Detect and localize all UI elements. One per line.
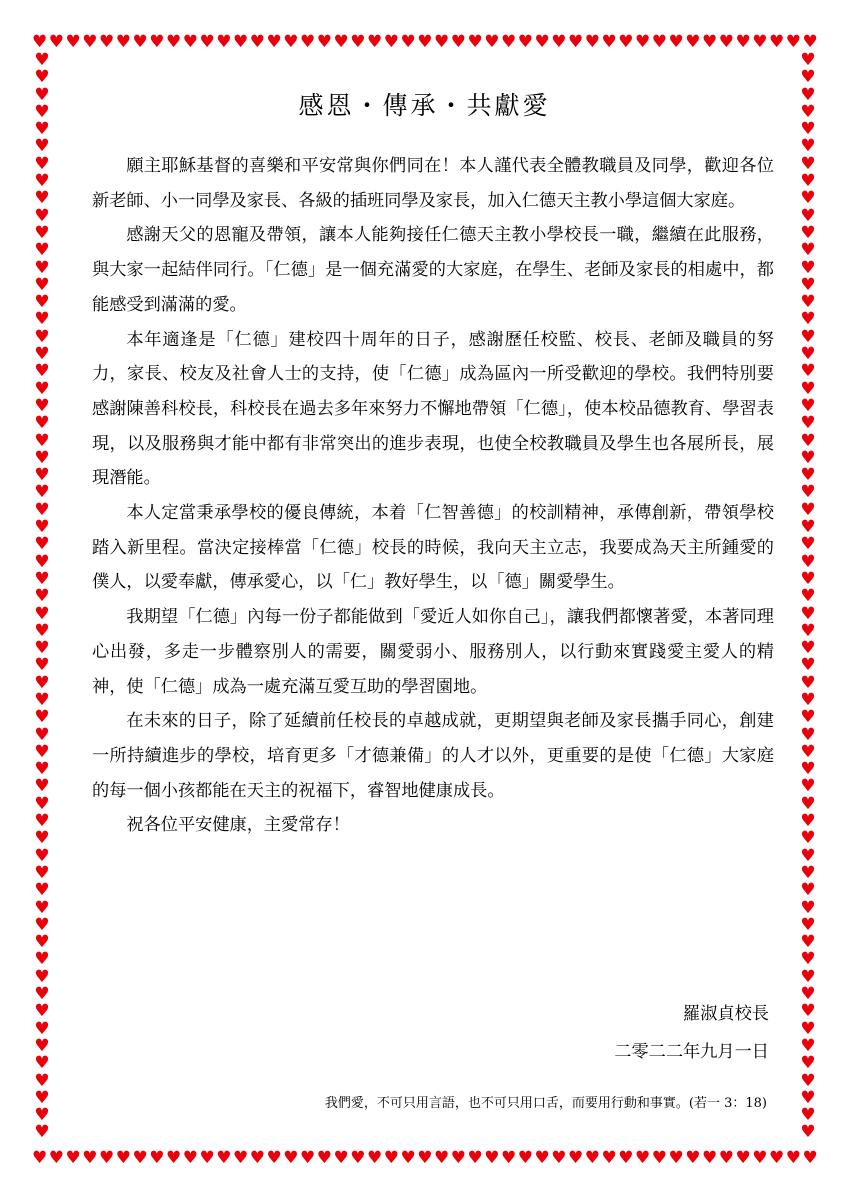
heart-icon: ♥ bbox=[800, 395, 816, 416]
heart-icon: ♥ bbox=[199, 1148, 215, 1168]
heart-icon: ♥ bbox=[132, 32, 148, 52]
heart-icon: ♥ bbox=[149, 32, 165, 52]
heart-icon: ♥ bbox=[800, 741, 816, 762]
heart-icon: ♥ bbox=[668, 32, 684, 52]
heart-icon: ♥ bbox=[800, 793, 816, 814]
heart-icon: ♥ bbox=[48, 32, 64, 52]
heart-icon: ♥ bbox=[34, 966, 50, 987]
heart-icon: ♥ bbox=[34, 240, 50, 261]
heart-icon: ♥ bbox=[800, 1105, 816, 1126]
heart-icon: ♥ bbox=[800, 620, 816, 641]
heart-icon: ♥ bbox=[34, 776, 50, 797]
heart-icon: ♥ bbox=[800, 119, 816, 140]
heart-icon: ♥ bbox=[584, 1148, 600, 1168]
heart-icon: ♥ bbox=[333, 32, 349, 52]
heart-icon: ♥ bbox=[501, 1148, 517, 1168]
heart-icon: ♥ bbox=[800, 551, 816, 572]
heart-icon: ♥ bbox=[800, 1122, 816, 1143]
heart-icon: ♥ bbox=[34, 1001, 50, 1022]
heart-icon: ♥ bbox=[34, 862, 50, 883]
heart-icon: ♥ bbox=[668, 1148, 684, 1168]
heart-icon: ♥ bbox=[769, 1148, 785, 1168]
heart-icon: ♥ bbox=[800, 638, 816, 659]
heart-icon: ♥ bbox=[34, 724, 50, 745]
heart-icon: ♥ bbox=[735, 32, 751, 52]
heart-icon: ♥ bbox=[800, 897, 816, 918]
heart-icon: ♥ bbox=[800, 759, 816, 780]
heart-icon: ♥ bbox=[800, 689, 816, 710]
heart-icon: ♥ bbox=[132, 1148, 148, 1168]
heart-icon: ♥ bbox=[34, 897, 50, 918]
heart-icon: ♥ bbox=[417, 32, 433, 52]
heart-icon: ♥ bbox=[34, 482, 50, 503]
heart-icon: ♥ bbox=[800, 205, 816, 226]
heart-icon: ♥ bbox=[34, 274, 50, 295]
heart-icon: ♥ bbox=[34, 551, 50, 572]
heart-icon: ♥ bbox=[802, 32, 818, 52]
heart-icon: ♥ bbox=[800, 361, 816, 382]
heart-icon: ♥ bbox=[182, 32, 198, 52]
heart-icon: ♥ bbox=[800, 344, 816, 365]
heart-icon: ♥ bbox=[34, 672, 50, 693]
heart-border-top bbox=[32, 32, 818, 52]
heart-icon: ♥ bbox=[635, 32, 651, 52]
heart-icon: ♥ bbox=[34, 603, 50, 624]
heart-icon: ♥ bbox=[233, 32, 249, 52]
heart-icon: ♥ bbox=[467, 1148, 483, 1168]
heart-icon: ♥ bbox=[800, 1070, 816, 1091]
heart-icon: ♥ bbox=[34, 1070, 50, 1091]
heart-icon: ♥ bbox=[800, 984, 816, 1005]
heart-icon: ♥ bbox=[34, 499, 50, 520]
heart-icon: ♥ bbox=[551, 1148, 567, 1168]
heart-icon: ♥ bbox=[800, 188, 816, 209]
heart-icon: ♥ bbox=[769, 32, 785, 52]
heart-icon: ♥ bbox=[65, 1148, 81, 1168]
heart-icon: ♥ bbox=[450, 1148, 466, 1168]
heart-icon: ♥ bbox=[249, 32, 265, 52]
heart-icon: ♥ bbox=[266, 32, 282, 52]
heart-icon: ♥ bbox=[34, 741, 50, 762]
heart-icon: ♥ bbox=[534, 1148, 550, 1168]
heart-icon: ♥ bbox=[800, 1035, 816, 1056]
heart-icon: ♥ bbox=[34, 222, 50, 243]
heart-icon: ♥ bbox=[800, 465, 816, 486]
heart-icon: ♥ bbox=[800, 568, 816, 589]
heart-icon: ♥ bbox=[34, 465, 50, 486]
heart-icon: ♥ bbox=[800, 292, 816, 313]
heart-icon: ♥ bbox=[618, 32, 634, 52]
heart-icon: ♥ bbox=[34, 586, 50, 607]
heart-icon: ♥ bbox=[484, 32, 500, 52]
heart-icon: ♥ bbox=[350, 1148, 366, 1168]
heart-icon: ♥ bbox=[568, 1148, 584, 1168]
heart-icon: ♥ bbox=[800, 845, 816, 866]
heart-icon: ♥ bbox=[149, 1148, 165, 1168]
heart-icon: ♥ bbox=[65, 32, 81, 52]
heart-icon: ♥ bbox=[34, 1087, 50, 1108]
heart-icon: ♥ bbox=[34, 689, 50, 710]
heart-icon: ♥ bbox=[34, 326, 50, 347]
paragraph-future: 在未來的日子，除了延續前任校長的卓越成就，更期望與老師及家長攜手同心，創建一所持續進步的學校，培育更多「才德兼備」的人才以外，更重要的是使「仁德」大家庭的每一個小孩都能在天主的祝福下，睿智地健康成長。 bbox=[92, 711, 774, 801]
heart-icon: ♥ bbox=[99, 32, 115, 52]
heart-icon: ♥ bbox=[450, 32, 466, 52]
heart-icon: ♥ bbox=[34, 534, 50, 555]
paragraph-expectation: 我期望「仁德」內每一份子都能做到「愛近人如你自己」，讓我們都懷著愛，本著同理心出發，多走一步體察別人的需要，關愛弱小、服務別人，以行動來實踐愛主愛人的精神，使「仁德」成為一處充滿互愛互助的學習園地。 bbox=[92, 607, 774, 697]
signature-name: 羅淑貞校長 bbox=[683, 1004, 769, 1024]
heart-icon: ♥ bbox=[34, 620, 50, 641]
heart-icon: ♥ bbox=[517, 1148, 533, 1168]
heart-icon: ♥ bbox=[400, 32, 416, 52]
heart-icon: ♥ bbox=[601, 32, 617, 52]
heart-icon: ♥ bbox=[752, 1148, 768, 1168]
heart-icon: ♥ bbox=[367, 1148, 383, 1168]
heart-icon: ♥ bbox=[467, 32, 483, 52]
heart-icon: ♥ bbox=[34, 119, 50, 140]
heart-icon: ♥ bbox=[534, 32, 550, 52]
heart-icon: ♥ bbox=[182, 1148, 198, 1168]
heart-icon: ♥ bbox=[115, 1148, 131, 1168]
heart-icon: ♥ bbox=[800, 430, 816, 451]
heart-icon: ♥ bbox=[800, 171, 816, 192]
heart-icon: ♥ bbox=[800, 67, 816, 88]
heart-icon: ♥ bbox=[800, 1053, 816, 1074]
heart-icon: ♥ bbox=[800, 257, 816, 278]
heart-icon: ♥ bbox=[800, 326, 816, 347]
heart-icon: ♥ bbox=[34, 309, 50, 330]
heart-icon: ♥ bbox=[34, 793, 50, 814]
heart-icon: ♥ bbox=[34, 344, 50, 365]
heart-icon: ♥ bbox=[702, 1148, 718, 1168]
bible-verse: 我們愛，不可只用言語，也不可只用口舌，而要用行動和事實。(若一 3：18) bbox=[324, 1096, 767, 1111]
heart-icon: ♥ bbox=[34, 67, 50, 88]
heart-icon: ♥ bbox=[800, 828, 816, 849]
signature-date: 二零二二年九月一日 bbox=[614, 1042, 769, 1062]
heart-icon: ♥ bbox=[685, 1148, 701, 1168]
heart-icon: ♥ bbox=[34, 932, 50, 953]
heart-border-bottom bbox=[32, 1148, 818, 1168]
heart-icon: ♥ bbox=[383, 32, 399, 52]
heart-icon: ♥ bbox=[800, 222, 816, 243]
heart-icon: ♥ bbox=[800, 517, 816, 538]
heart-icon: ♥ bbox=[800, 932, 816, 953]
heart-icon: ♥ bbox=[785, 1148, 801, 1168]
paragraph-greeting: 願主耶穌基督的喜樂和平安常與你們同在！本人謹代表全體教職員及同學，歡迎各位新老師、小一同學及家長、各級的插班同學及家長，加入仁德天主教小學這個大家庭。 bbox=[92, 156, 774, 211]
heart-icon: ♥ bbox=[618, 1148, 634, 1168]
heart-icon: ♥ bbox=[283, 32, 299, 52]
heart-icon: ♥ bbox=[34, 101, 50, 122]
heart-icon: ♥ bbox=[34, 153, 50, 174]
heart-icon: ♥ bbox=[34, 205, 50, 226]
heart-icon: ♥ bbox=[115, 32, 131, 52]
heart-icon: ♥ bbox=[501, 32, 517, 52]
heart-icon: ♥ bbox=[568, 32, 584, 52]
heart-icon: ♥ bbox=[800, 1001, 816, 1022]
heart-icon: ♥ bbox=[34, 568, 50, 589]
heart-icon: ♥ bbox=[34, 828, 50, 849]
heart-icon: ♥ bbox=[34, 257, 50, 278]
paragraph-anniversary: 本年適逢是「仁德」建校四十周年的日子，感謝歷任校監、校長、老師及職員的努力，家長、校友及社會人士的支持，使「仁德」成為區內一所受歡迎的學校。我們特別要感謝陳善科校長，科校長在過去多年來努力不懈地帶領「仁德」，使本校品德教育、學習表現，以及服務與才能中都有非常突出的進步表現，也使全校教職員及學生也各展所長，展現潛能。 bbox=[92, 329, 774, 489]
heart-icon: ♥ bbox=[82, 32, 98, 52]
heart-icon: ♥ bbox=[34, 880, 50, 901]
heart-icon: ♥ bbox=[34, 1105, 50, 1126]
heart-icon: ♥ bbox=[718, 1148, 734, 1168]
heart-icon: ♥ bbox=[333, 1148, 349, 1168]
heart-icon: ♥ bbox=[800, 586, 816, 607]
heart-icon: ♥ bbox=[702, 32, 718, 52]
heart-icon: ♥ bbox=[233, 1148, 249, 1168]
heart-icon: ♥ bbox=[800, 136, 816, 157]
heart-icon: ♥ bbox=[584, 32, 600, 52]
heart-icon: ♥ bbox=[34, 188, 50, 209]
heart-icon: ♥ bbox=[166, 1148, 182, 1168]
heart-icon: ♥ bbox=[635, 1148, 651, 1168]
heart-icon: ♥ bbox=[800, 240, 816, 261]
heart-icon: ♥ bbox=[34, 136, 50, 157]
heart-icon: ♥ bbox=[300, 32, 316, 52]
heart-border-left bbox=[32, 52, 52, 1142]
heart-icon: ♥ bbox=[517, 32, 533, 52]
heart-icon: ♥ bbox=[34, 655, 50, 676]
heart-icon: ♥ bbox=[34, 845, 50, 866]
heart-icon: ♥ bbox=[34, 413, 50, 434]
letter-body bbox=[92, 149, 774, 843]
heart-icon: ♥ bbox=[300, 1148, 316, 1168]
heart-icon: ♥ bbox=[34, 84, 50, 105]
heart-icon: ♥ bbox=[216, 32, 232, 52]
heart-icon: ♥ bbox=[785, 32, 801, 52]
heart-icon: ♥ bbox=[800, 1018, 816, 1039]
heart-icon: ♥ bbox=[383, 1148, 399, 1168]
heart-icon: ♥ bbox=[34, 292, 50, 313]
heart-icon: ♥ bbox=[32, 32, 48, 52]
heart-icon: ♥ bbox=[484, 1148, 500, 1168]
heart-icon: ♥ bbox=[601, 1148, 617, 1168]
heart-icon: ♥ bbox=[99, 1148, 115, 1168]
heart-icon: ♥ bbox=[800, 1087, 816, 1108]
heart-icon: ♥ bbox=[800, 707, 816, 728]
heart-icon: ♥ bbox=[367, 32, 383, 52]
heart-icon: ♥ bbox=[34, 984, 50, 1005]
heart-icon: ♥ bbox=[800, 724, 816, 745]
heart-icon: ♥ bbox=[800, 655, 816, 676]
heart-icon: ♥ bbox=[316, 1148, 332, 1168]
heart-icon: ♥ bbox=[34, 517, 50, 538]
heart-icon: ♥ bbox=[34, 811, 50, 832]
heart-icon: ♥ bbox=[34, 1122, 50, 1143]
heart-icon: ♥ bbox=[34, 759, 50, 780]
heart-icon: ♥ bbox=[34, 50, 50, 70]
heart-icon: ♥ bbox=[800, 378, 816, 399]
heart-icon: ♥ bbox=[800, 447, 816, 468]
heart-icon: ♥ bbox=[752, 32, 768, 52]
heart-icon: ♥ bbox=[800, 603, 816, 624]
heart-icon: ♥ bbox=[34, 914, 50, 935]
heart-icon: ♥ bbox=[249, 1148, 265, 1168]
heart-icon: ♥ bbox=[800, 274, 816, 295]
heart-icon: ♥ bbox=[34, 447, 50, 468]
heart-icon: ♥ bbox=[800, 101, 816, 122]
letter-title: 感恩・傳承・共獻愛 bbox=[298, 91, 551, 120]
heart-icon: ♥ bbox=[266, 1148, 282, 1168]
heart-icon: ♥ bbox=[350, 32, 366, 52]
heart-icon: ♥ bbox=[82, 1148, 98, 1168]
heart-icon: ♥ bbox=[34, 171, 50, 192]
heart-icon: ♥ bbox=[800, 672, 816, 693]
heart-icon: ♥ bbox=[32, 1148, 48, 1168]
heart-border-right bbox=[798, 52, 818, 1142]
heart-icon: ♥ bbox=[316, 32, 332, 52]
heart-icon: ♥ bbox=[651, 1148, 667, 1168]
heart-icon: ♥ bbox=[685, 32, 701, 52]
heart-icon: ♥ bbox=[434, 1148, 450, 1168]
heart-icon: ♥ bbox=[800, 153, 816, 174]
heart-icon: ♥ bbox=[800, 949, 816, 970]
heart-icon: ♥ bbox=[800, 914, 816, 935]
paragraph-commitment: 本人定當秉承學校的優良傳統，本着「仁智善德」的校訓精神，承傳創新，帶領學校踏入新里程。當決定接棒當「仁德」校長的時候，我向天主立志，我要成為天主所鍾愛的僕人，以愛奉獻，傳承愛心，以「仁」教好學生，以「德」關愛學生。 bbox=[92, 503, 774, 593]
heart-icon: ♥ bbox=[34, 949, 50, 970]
heart-icon: ♥ bbox=[551, 32, 567, 52]
heart-icon: ♥ bbox=[800, 50, 816, 70]
heart-icon: ♥ bbox=[216, 1148, 232, 1168]
heart-icon: ♥ bbox=[400, 1148, 416, 1168]
heart-icon: ♥ bbox=[800, 862, 816, 883]
heart-icon: ♥ bbox=[718, 32, 734, 52]
paragraph-gratitude: 感謝天父的恩寵及帶領，讓本人能夠接任仁德天主教小學校長一職，繼續在此服務，與大家一起結伴同行。「仁德」是一個充滿愛的大家庭，在學生、老師及家長的相處中，都能感受到滿滿的愛。 bbox=[92, 225, 774, 315]
heart-icon: ♥ bbox=[800, 776, 816, 797]
heart-icon: ♥ bbox=[800, 499, 816, 520]
heart-icon: ♥ bbox=[34, 361, 50, 382]
heart-icon: ♥ bbox=[802, 1148, 818, 1168]
heart-icon: ♥ bbox=[34, 395, 50, 416]
heart-icon: ♥ bbox=[34, 1035, 50, 1056]
heart-icon: ♥ bbox=[34, 1018, 50, 1039]
heart-icon: ♥ bbox=[434, 32, 450, 52]
heart-icon: ♥ bbox=[34, 707, 50, 728]
paragraph-blessing: 祝各位平安健康，主愛常存！ bbox=[126, 815, 350, 836]
heart-icon: ♥ bbox=[800, 880, 816, 901]
heart-icon: ♥ bbox=[800, 413, 816, 434]
heart-icon: ♥ bbox=[34, 378, 50, 399]
heart-icon: ♥ bbox=[800, 482, 816, 503]
heart-icon: ♥ bbox=[800, 84, 816, 105]
heart-icon: ♥ bbox=[48, 1148, 64, 1168]
heart-icon: ♥ bbox=[283, 1148, 299, 1168]
heart-icon: ♥ bbox=[800, 309, 816, 330]
heart-icon: ♥ bbox=[800, 966, 816, 987]
heart-icon: ♥ bbox=[800, 811, 816, 832]
heart-icon: ♥ bbox=[34, 430, 50, 451]
heart-icon: ♥ bbox=[651, 32, 667, 52]
heart-icon: ♥ bbox=[166, 32, 182, 52]
heart-icon: ♥ bbox=[34, 638, 50, 659]
heart-icon: ♥ bbox=[800, 534, 816, 555]
heart-icon: ♥ bbox=[199, 32, 215, 52]
heart-icon: ♥ bbox=[735, 1148, 751, 1168]
heart-icon: ♥ bbox=[34, 1053, 50, 1074]
heart-icon: ♥ bbox=[417, 1148, 433, 1168]
